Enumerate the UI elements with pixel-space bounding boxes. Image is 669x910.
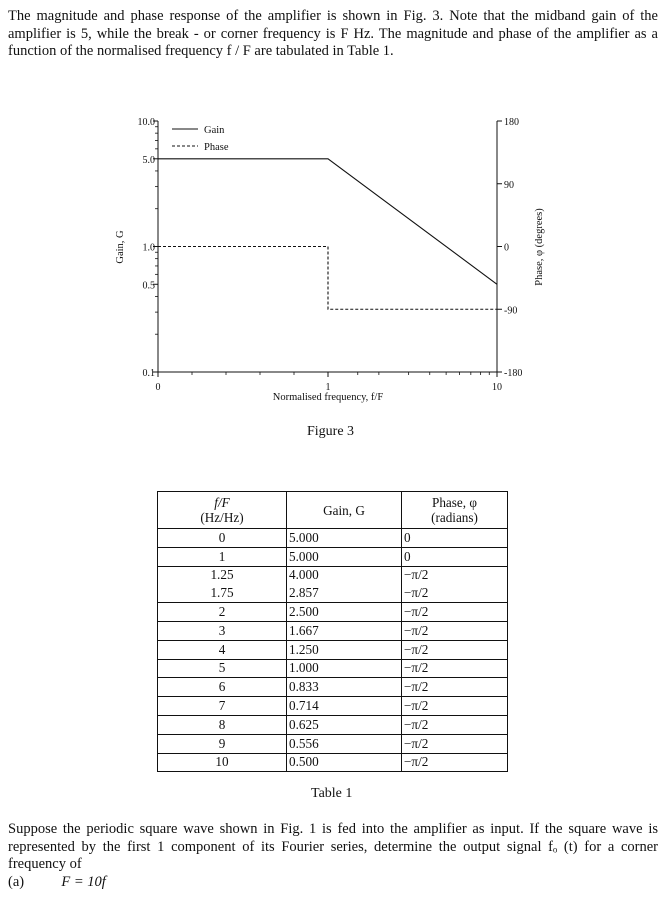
table-row: [158, 640, 508, 659]
cell-frequency: 10: [158, 753, 287, 772]
cell-gain: 1.250: [287, 640, 402, 659]
header-frequency-label: f/F: [214, 495, 230, 510]
cell-gain: 4.000: [287, 566, 402, 584]
table-caption: Table 1: [311, 786, 353, 801]
cell-gain: 0.714: [287, 697, 402, 716]
cell-phase: 0: [402, 547, 508, 566]
y-tick-label: 0.1: [142, 368, 155, 379]
cell-phase: −π/2: [402, 734, 508, 753]
cell-frequency: 0: [158, 529, 287, 548]
question-text: Suppose the periodic square wave shown in Fig. 1 is fed into the amplifier as input. If the square wave is represented by the first 1 component of its Fourier series, determine the output signal fₒ (t) for a corner frequency of: [8, 821, 658, 872]
y-tick-label: 0.5: [142, 280, 155, 292]
y2-tick-label: -90: [504, 305, 518, 317]
cell-frequency: 2: [158, 603, 287, 622]
cell-frequency: 7: [158, 697, 287, 716]
cell-phase: −π/2: [402, 640, 508, 659]
cell-phase: −π/2: [402, 621, 508, 640]
y2-tick-label: 90: [504, 179, 514, 191]
cell-phase: −π/2: [402, 584, 508, 602]
table-row: [158, 584, 508, 602]
cell-frequency: 6: [158, 678, 287, 697]
header-phase-unit: (radians): [431, 510, 478, 525]
header-phase: [402, 492, 508, 529]
x-axis-label: Normalised frequency, f/F: [272, 392, 384, 403]
cell-phase: −π/2: [402, 566, 508, 584]
table-row: [158, 678, 508, 697]
cell-phase: −π/2: [402, 697, 508, 716]
x-tick-label: 10: [492, 382, 502, 393]
table-row: [158, 529, 508, 548]
y2-tick-label: -180: [504, 368, 523, 379]
y2-tick-label: 180: [504, 117, 519, 128]
cell-frequency: 1.25: [158, 566, 287, 584]
y-axis-label: Gain, G: [115, 230, 126, 264]
cell-gain: 2.500: [287, 603, 402, 622]
response-table: [157, 491, 508, 772]
cell-gain: 5.000: [287, 529, 402, 548]
table-row: [158, 603, 508, 622]
cell-phase: −π/2: [402, 659, 508, 678]
cell-phase: 0: [402, 529, 508, 548]
cell-gain: 0.833: [287, 678, 402, 697]
x-tick-label: 1: [325, 382, 331, 393]
gain-series-line: [158, 159, 497, 285]
cell-phase: −π/2: [402, 603, 508, 622]
cell-frequency: 8: [158, 715, 287, 734]
table-row: [158, 734, 508, 753]
x-tick-label: 0: [155, 382, 161, 393]
header-frequency-unit: (Hz/Hz): [200, 510, 244, 525]
header-phase-label: Phase, φ: [432, 495, 477, 510]
y-tick-label: 5.0: [142, 154, 155, 166]
header-frequency: [158, 492, 287, 529]
cell-gain: 0.625: [287, 715, 402, 734]
part-label: (a): [8, 873, 25, 890]
cell-phase: −π/2: [402, 753, 508, 772]
cell-frequency: 9: [158, 734, 287, 753]
intro-paragraph: The magnitude and phase response of the amplifier is shown in Fig. 3. Note that the midband gain of the amplifier is 5, while the break - or corner frequency is F Hz. The magnitude and phase of the amplifier as a function of the normalised frequency f / F are tabulated in Table 1.: [8, 8, 658, 59]
question-part-a: [8, 874, 658, 892]
table-row: [158, 715, 508, 734]
bode-chart: [0, 0, 669, 420]
cell-gain: 5.000: [287, 547, 402, 566]
y2-axis-label: Phase, φ (degrees): [534, 208, 545, 286]
table-row: [158, 547, 508, 566]
phase-series-line: [158, 247, 497, 310]
legend-label-gain: Gain: [204, 125, 225, 136]
table-row: [158, 659, 508, 678]
legend-label-phase: Phase: [204, 142, 229, 153]
table-row: [158, 566, 508, 584]
part-text: F = 10f: [61, 873, 106, 890]
cell-gain: 2.857: [287, 584, 402, 602]
table-row: [158, 621, 508, 640]
cell-frequency: 3: [158, 621, 287, 640]
cell-phase: −π/2: [402, 715, 508, 734]
y-tick-label: 10.0: [137, 117, 155, 128]
cell-frequency: 1.75: [158, 584, 287, 602]
figure-caption: Figure 3: [307, 424, 355, 439]
cell-gain: 1.000: [287, 659, 402, 678]
cell-phase: −π/2: [402, 678, 508, 697]
question-paragraph: [8, 821, 658, 891]
cell-frequency: 5: [158, 659, 287, 678]
header-gain: Gain, G: [287, 492, 402, 529]
table-header-row: [158, 492, 508, 529]
table-row: [158, 697, 508, 716]
cell-gain: 1.667: [287, 621, 402, 640]
cell-gain: 0.500: [287, 753, 402, 772]
cell-gain: 0.556: [287, 734, 402, 753]
table-row: [158, 753, 508, 772]
cell-frequency: 4: [158, 640, 287, 659]
cell-frequency: 1: [158, 547, 287, 566]
y-tick-label: 1.0: [142, 242, 155, 254]
y2-tick-label: 0: [504, 242, 509, 254]
